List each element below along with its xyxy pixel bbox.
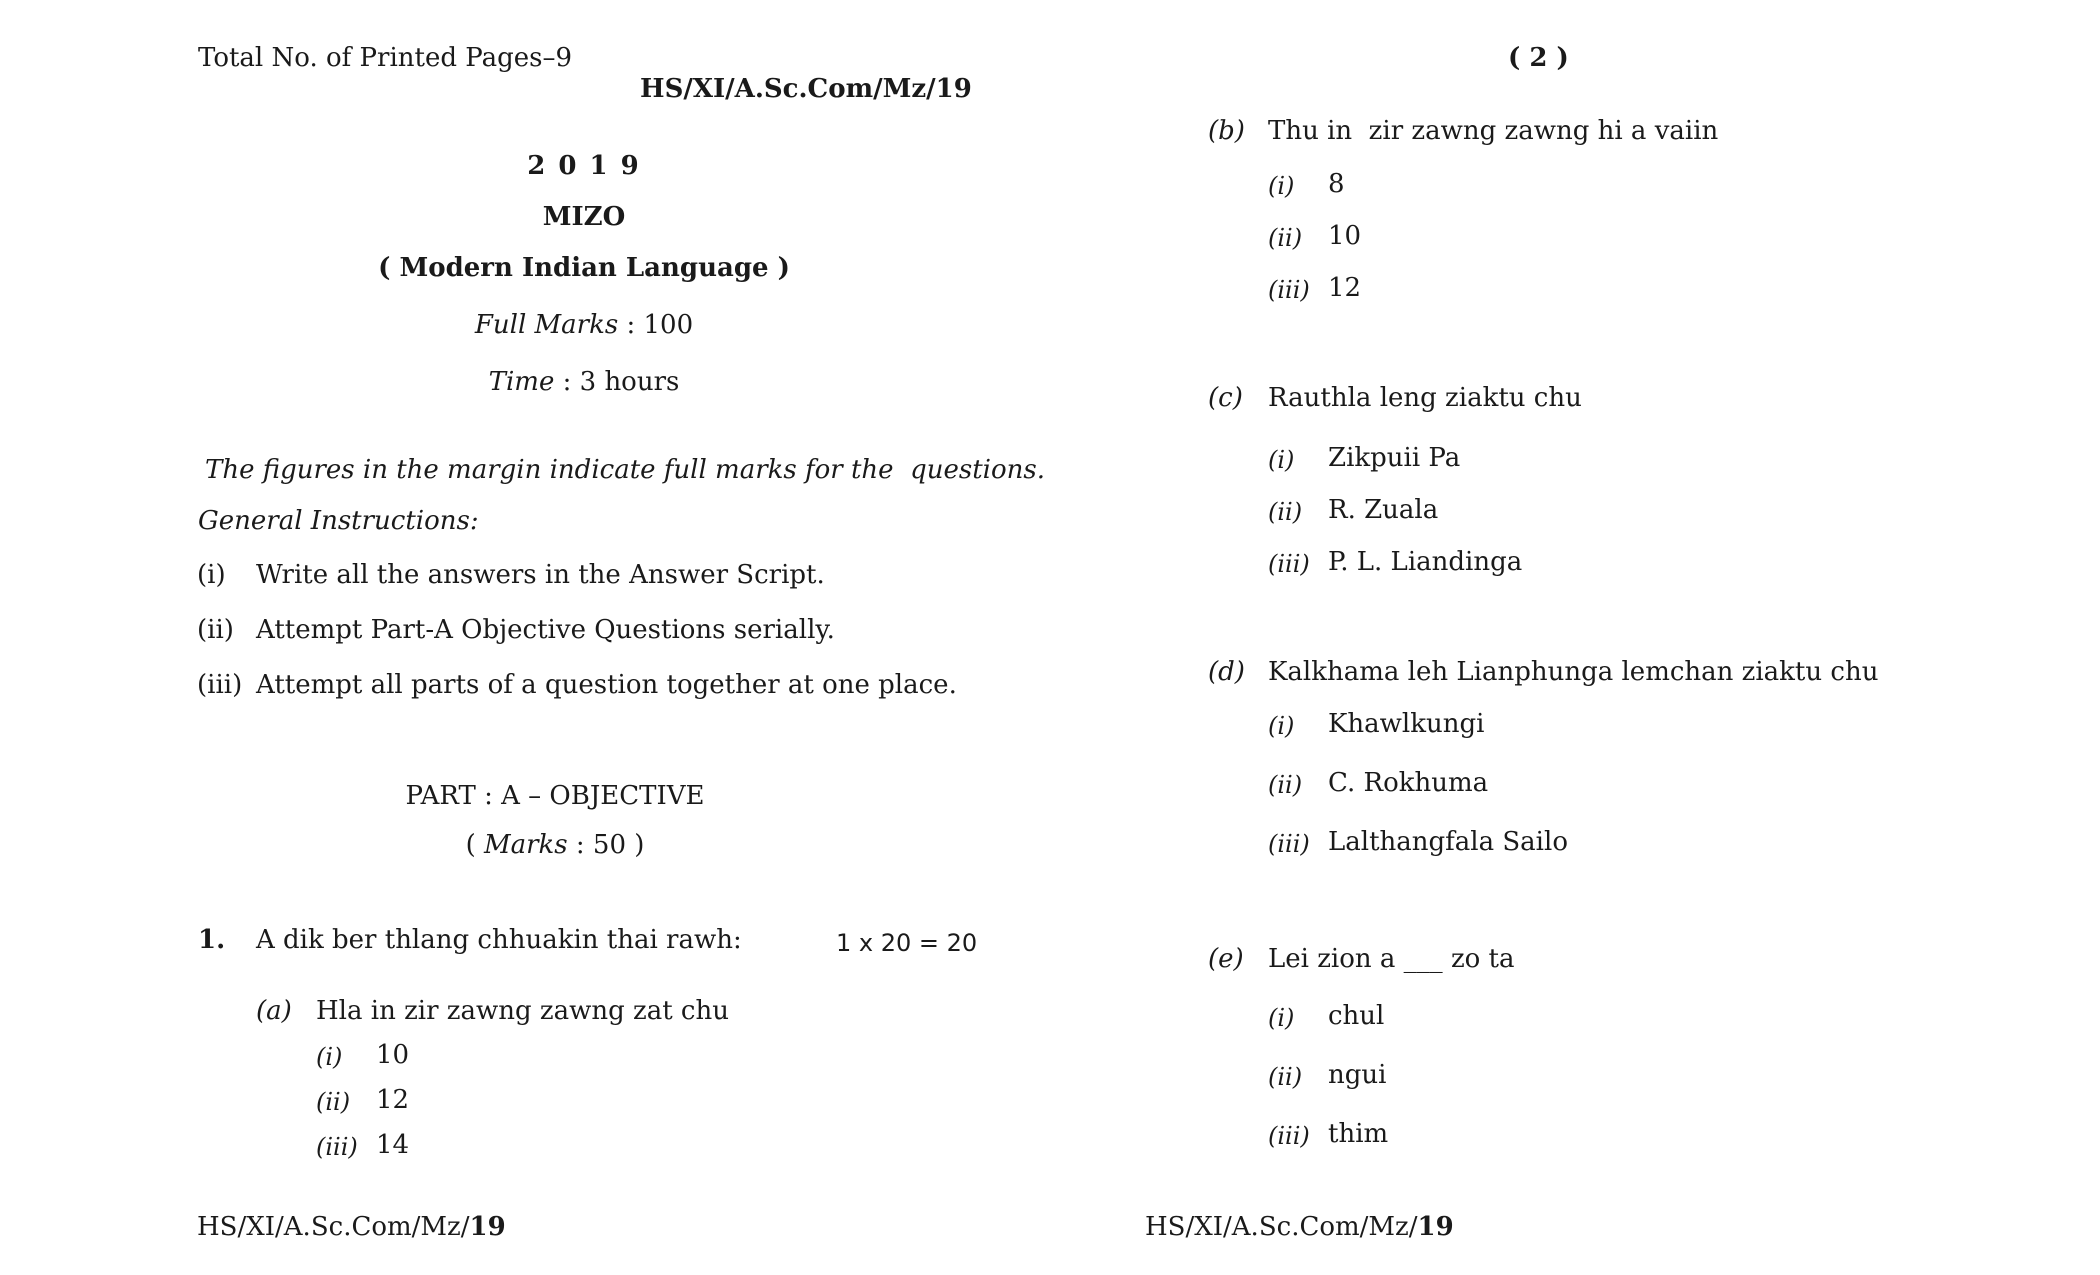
footer-number: 19 xyxy=(469,1212,506,1242)
sub-question-text: Kalkhama leh Lianphunga lemchan ziaktu chu xyxy=(1268,657,1879,687)
sub-question-text: Lei zion a ___ zo ta xyxy=(1268,944,1515,974)
full-marks-label: Full Marks xyxy=(474,310,619,340)
footer-number: 19 xyxy=(1417,1212,1454,1242)
option-num: (i) xyxy=(316,1043,343,1071)
sub-question-marker: (d) xyxy=(1208,657,1245,687)
page-number: ( 2 ) xyxy=(1508,43,1569,73)
part-title: PART : A – OBJECTIVE xyxy=(405,781,705,811)
question-number: 1. xyxy=(198,925,226,955)
option-text: P. L. Liandinga xyxy=(1328,547,1523,577)
instruction-num: (ii) xyxy=(197,615,234,645)
option-text: C. Rokhuma xyxy=(1328,768,1489,798)
option-num: (iii) xyxy=(1268,276,1310,304)
option-num: (iii) xyxy=(316,1133,358,1161)
option-num: (ii) xyxy=(316,1088,351,1116)
sub-question-marker: (e) xyxy=(1208,944,1244,974)
option-num: (iii) xyxy=(1268,1122,1310,1150)
option-text: 12 xyxy=(376,1085,410,1115)
option-text: 8 xyxy=(1328,169,1345,199)
option-text: R. Zuala xyxy=(1328,495,1439,525)
left-footer xyxy=(197,1212,506,1242)
marks-note: The figures in the margin indicate full marks for the questions. xyxy=(205,455,1045,485)
option-text: 10 xyxy=(1328,221,1362,251)
instruction-num: (iii) xyxy=(197,670,243,700)
subject-subtitle: ( Modern Indian Language ) xyxy=(378,253,790,283)
subject-title: MIZO xyxy=(542,202,626,232)
option-text: ngui xyxy=(1328,1060,1387,1090)
instruction-text: Attempt all parts of a question together at one place. xyxy=(256,670,957,700)
option-text: Zikpuii Pa xyxy=(1328,443,1461,473)
question-marks: 1 x 20 = 20 xyxy=(836,929,978,957)
option-text: 12 xyxy=(1328,273,1362,303)
exam-year: 2 0 1 9 xyxy=(527,151,641,181)
instruction-text: Write all the answers in the Answer Script. xyxy=(256,560,825,590)
option-text: 14 xyxy=(376,1130,410,1160)
general-instructions-heading: General Instructions: xyxy=(198,506,479,536)
paper-code: HS/XI/A.Sc.Com/Mz/19 xyxy=(640,74,972,104)
option-num: (ii) xyxy=(1268,771,1303,799)
part-marks-value: : 50 ) xyxy=(567,830,645,860)
part-marks xyxy=(355,830,755,860)
time-value: : 3 hours xyxy=(562,367,680,397)
question-text: A dik ber thlang chhuakin thai rawh: xyxy=(256,925,742,955)
option-num: (i) xyxy=(1268,712,1295,740)
exam-time xyxy=(384,367,784,397)
sub-question-marker: (b) xyxy=(1208,116,1245,146)
option-num: (ii) xyxy=(1268,1063,1303,1091)
footer-code: HS/XI/A.Sc.Com/Mz/ xyxy=(1145,1212,1418,1242)
sub-question-text: Hla in zir zawng zawng zat chu xyxy=(316,996,729,1026)
option-num: (iii) xyxy=(1268,830,1310,858)
sub-question-text: Rauthla leng ziaktu chu xyxy=(1268,383,1582,413)
option-text: chul xyxy=(1328,1001,1385,1031)
sub-question-marker: (c) xyxy=(1208,383,1243,413)
instruction-num: (i) xyxy=(197,560,226,590)
instruction-text: Attempt Part-A Objective Questions serially. xyxy=(256,615,835,645)
option-num: (ii) xyxy=(1268,224,1303,252)
full-marks-value: : 100 xyxy=(626,310,694,340)
time-label: Time xyxy=(488,367,555,397)
option-text: Khawlkungi xyxy=(1328,709,1485,739)
right-footer xyxy=(1145,1212,1454,1242)
option-num: (i) xyxy=(1268,446,1295,474)
option-text: Lalthangfala Sailo xyxy=(1328,827,1568,857)
option-num: (i) xyxy=(1268,1004,1295,1032)
option-num: (iii) xyxy=(1268,550,1310,578)
part-marks-open: ( xyxy=(465,830,484,860)
option-num: (i) xyxy=(1268,172,1295,200)
total-pages: Total No. of Printed Pages–9 xyxy=(198,43,572,73)
option-text: thim xyxy=(1328,1119,1389,1149)
option-text: 10 xyxy=(376,1040,410,1070)
footer-code: HS/XI/A.Sc.Com/Mz/ xyxy=(197,1212,470,1242)
sub-question-text: Thu in zir zawng zawng hi a vaiin xyxy=(1268,116,1719,146)
sub-question-marker: (a) xyxy=(256,996,292,1026)
option-num: (ii) xyxy=(1268,498,1303,526)
part-marks-label: Marks xyxy=(483,830,568,860)
full-marks xyxy=(384,310,784,340)
